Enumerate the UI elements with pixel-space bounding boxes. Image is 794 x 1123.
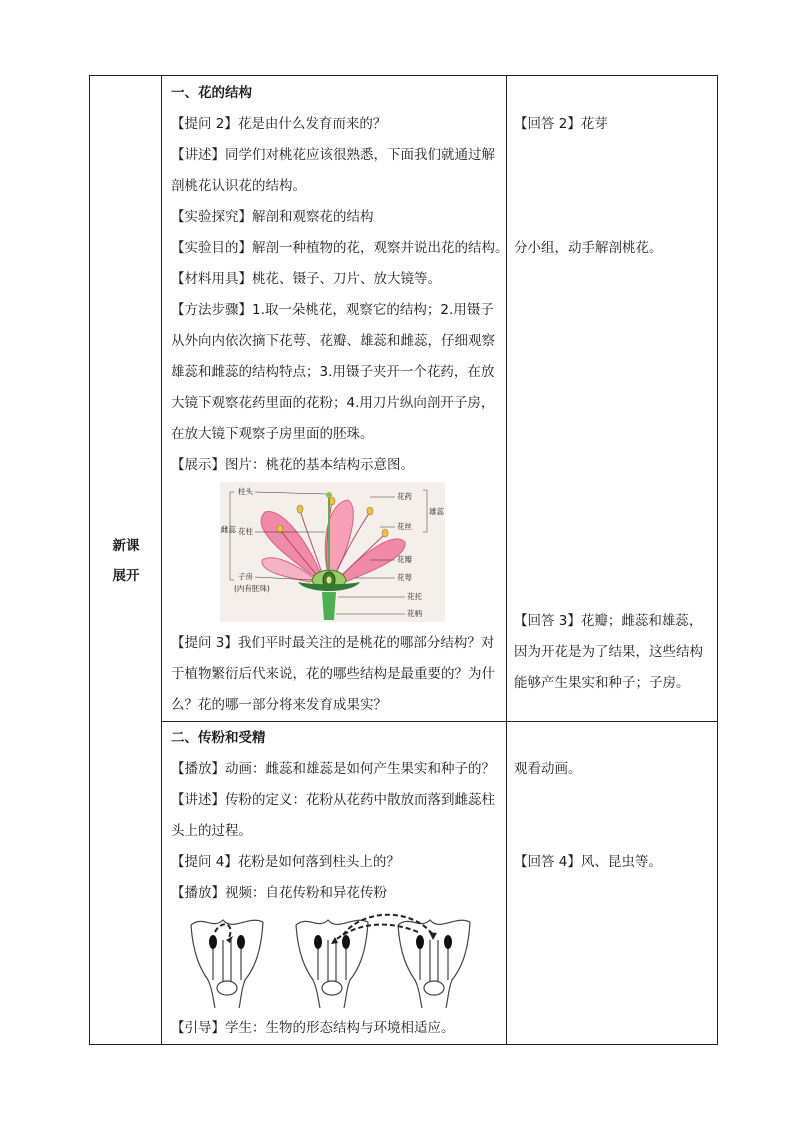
activity-dissect: 分小组，动手解剖桃花。 — [514, 240, 663, 256]
label-stamen: 雄蕊 — [429, 507, 444, 516]
pollination-diagram — [183, 910, 481, 1010]
text-line: 从外向内依次摘下花萼、花瓣、雄蕊和雌蕊，仔细观察 — [171, 333, 495, 349]
text-line: 【播放】动画：雌蕊和雄蕊是如何产生果实和种子的？ — [171, 761, 495, 777]
section2-heading: 二、传粉和受精 — [171, 730, 266, 746]
answer-4: 【回答 4】风、昆虫等。 — [514, 854, 662, 870]
text-line: 于植物繁衍后代来说，花的哪些结构是最重要的？为什 — [171, 666, 495, 682]
text-line: 【播放】视频：自花传粉和异花传粉 — [171, 885, 387, 901]
answer-3-line: 能够产生果实和种子；子房。 — [514, 675, 690, 691]
flower-structure-figure — [220, 482, 445, 622]
answer-3-line: 因为开花是为了结果，这些结构 — [514, 644, 703, 660]
section1-heading: 一、花的结构 — [171, 85, 252, 101]
text-line: 【展示】图片：桃花的基本结构示意图。 — [171, 457, 414, 473]
text-line: 么？花的哪一部分将来发育成果实？ — [171, 697, 387, 713]
text-line: 【提问 4】花粉是如何落到柱头上的？ — [171, 854, 400, 870]
text-line: 【实验探究】解剖和观察花的结构 — [171, 209, 374, 225]
text-line: 剖桃花认识花的结构。 — [171, 178, 306, 194]
flower-diagram — [220, 482, 445, 622]
activity-watch: 观看动画。 — [514, 761, 582, 777]
text-line: 【讲述】同学们对桃花应该很熟悉，下面我们就通过解 — [171, 147, 495, 163]
pollination-figure — [183, 910, 481, 1010]
label-ovule-note: (内有胚珠) — [234, 584, 270, 593]
label-petal: 花瓣 — [397, 555, 412, 564]
text-line: 【材料用具】桃花、镊子、刀片、放大镜等。 — [171, 271, 441, 287]
text-line: 【提问 2】花是由什么发育而来的？ — [171, 116, 387, 132]
label-pistil: 雌蕊 — [221, 525, 236, 534]
text-line: 头上的过程。 — [171, 823, 252, 839]
answer-2: 【回答 2】花芽 — [514, 116, 608, 132]
answer-3-line: 【回答 3】花瓣；雌蕊和雄蕊， — [514, 613, 703, 629]
label-receptacle: 花托 — [407, 592, 422, 601]
text-line: 在放大镜下观察子房里面的胚珠。 — [171, 426, 374, 442]
label-ovary: 子房 — [238, 572, 253, 581]
text-line: 【实验目的】解剖一种植物的花，观察并说出花的结构。 — [171, 240, 509, 256]
text-line: 【引导】学生：生物的形态结构与环境相适应。 — [171, 1020, 455, 1036]
label-style: 花柱 — [238, 527, 253, 536]
text-line: 【方法步骤】1.取一朵桃花，观察它的结构；2.用镊子 — [171, 302, 494, 318]
label-anther: 花药 — [397, 492, 412, 501]
text-line: 【提问 3】我们平时最关注的是桃花的哪部分结构？对 — [171, 635, 495, 651]
label-pedicel: 花柄 — [407, 609, 422, 618]
label-filament: 花丝 — [397, 522, 412, 531]
row-divider — [161, 721, 717, 722]
label-stigma: 柱头 — [238, 487, 253, 496]
text-line: 大镜下观察花药里面的花粉；4.用刀片纵向剖开子房， — [171, 395, 495, 411]
text-line: 雄蕊和雌蕊的结构特点；3.用镊子夹开一个花药，在放 — [171, 364, 495, 380]
side-label: 新课 展开 — [112, 538, 140, 584]
text-line: 【讲述】传粉的定义：花粉从花药中散放而落到雌蕊柱 — [171, 792, 495, 808]
column-divider — [506, 76, 507, 1044]
label-sepal: 花萼 — [397, 573, 412, 582]
